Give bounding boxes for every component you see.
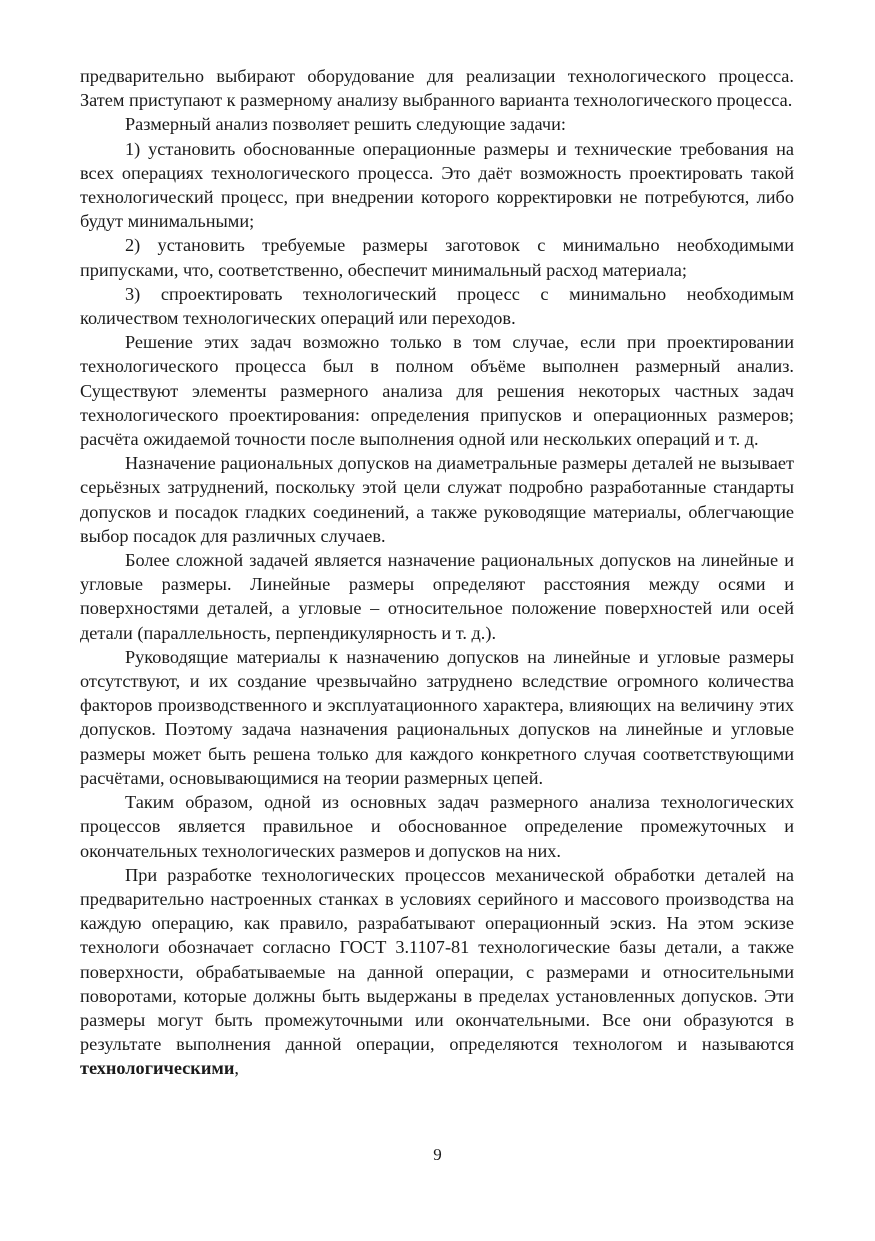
list-item-1: 1) установить обоснованные операционные размеры и технические требования на всех операциях технологического процесса. Это даёт возможность проектировать такой технологический процесс, при внедрении которого корректировки не потребуются, либо будут минимальными; (80, 138, 794, 232)
paragraph-5: Более сложной задачей является назначение рациональных допусков на линейные и угловые размеры. Линейные размеры определяют расстояния между осями и поверхностями деталей, а угловые – относительное положение поверхностей или осей детали (параллельность, перпендикулярность и т. д.). (80, 550, 794, 643)
paragraph-8-text: При разработке технологических процессов механической обработки деталей на предварительно настроенных станках в условиях серийного и массового производства на каждую операцию, как правило, разрабатывают операционный эскиз. На этом эскизе технологи обозначает согласно ГОСТ 3.1107-81 технологические базы детали, а также поверхности, обрабатываемые на данной операции, с размерами и относительными поворотами, которые должны быть выдержаны в пределах установленных допусков. Эти размеры могут быть промежуточными или окончательными. Все они образуются в результате выполнения данной операции, определяются технологом и называются (80, 864, 794, 1055)
paragraph-4: Назначение рациональных допусков на диаметральные размеры деталей не вызывает серьёзных затруднений, поскольку этой цели служат подробно разработанные стандарты допусков и посадок гладких соединений, а также руководящие материалы, облегчающие выбор посадок для различных случаев. (80, 453, 794, 546)
paragraph-6: Руководящие материалы к назначению допусков на линейные и угловые размеры отсутствуют, и их создание чрезвычайно затруднено вследствие огромного количества факторов производственного и эксплуатационного характера, влияющих на величину этих допусков. Поэтому задача назначения рациональных допусков на линейные и угловые размеры может быть решена только для каждого конкретного случая соответствующими расчётами, основывающимися на теории размерных цепей. (80, 646, 794, 788)
paragraph-1: предварительно выбирают оборудование для реализации технологического процесса. Затем приступают к размерному анализу выбранного варианта технологического процесса. (80, 66, 794, 111)
paragraph-8 (80, 863, 794, 1081)
list-item-3: 3) спроектировать технологический процесс с минимально необходимым количеством технологических операций или переходов. (80, 283, 794, 329)
list-item-2: 2) установить требуемые размеры заготовок с минимально необходимыми припусками, что, соответственно, обеспечит минимальный расход материала; (80, 235, 794, 280)
bold-term: технологическими (80, 1058, 235, 1079)
paragraph-3: Решение этих задач возможно только в том случае, если при проектировании технологического процесса был в полном объёме выполнен размерный анализ. Существуют элементы размерного анализа для решения некоторых частных задач технологического проектирования: определения припусков и операционных размеров; расчёта ожидаемой точности после выполнения одной или нескольких операций и т. д. (80, 332, 794, 450)
paragraph-7: Таким образом, одной из основных задач размерного анализа технологических процессов является правильное и обоснованное определение промежуточных и окончательных технологических размеров и допусков на них. (80, 792, 794, 861)
paragraph-2: Размерный анализ позволяет решить следующие задачи: (125, 114, 566, 135)
document-page-body (80, 64, 794, 1081)
page-number: 9 (433, 1145, 442, 1164)
paragraph-8-tail: , (234, 1058, 239, 1079)
